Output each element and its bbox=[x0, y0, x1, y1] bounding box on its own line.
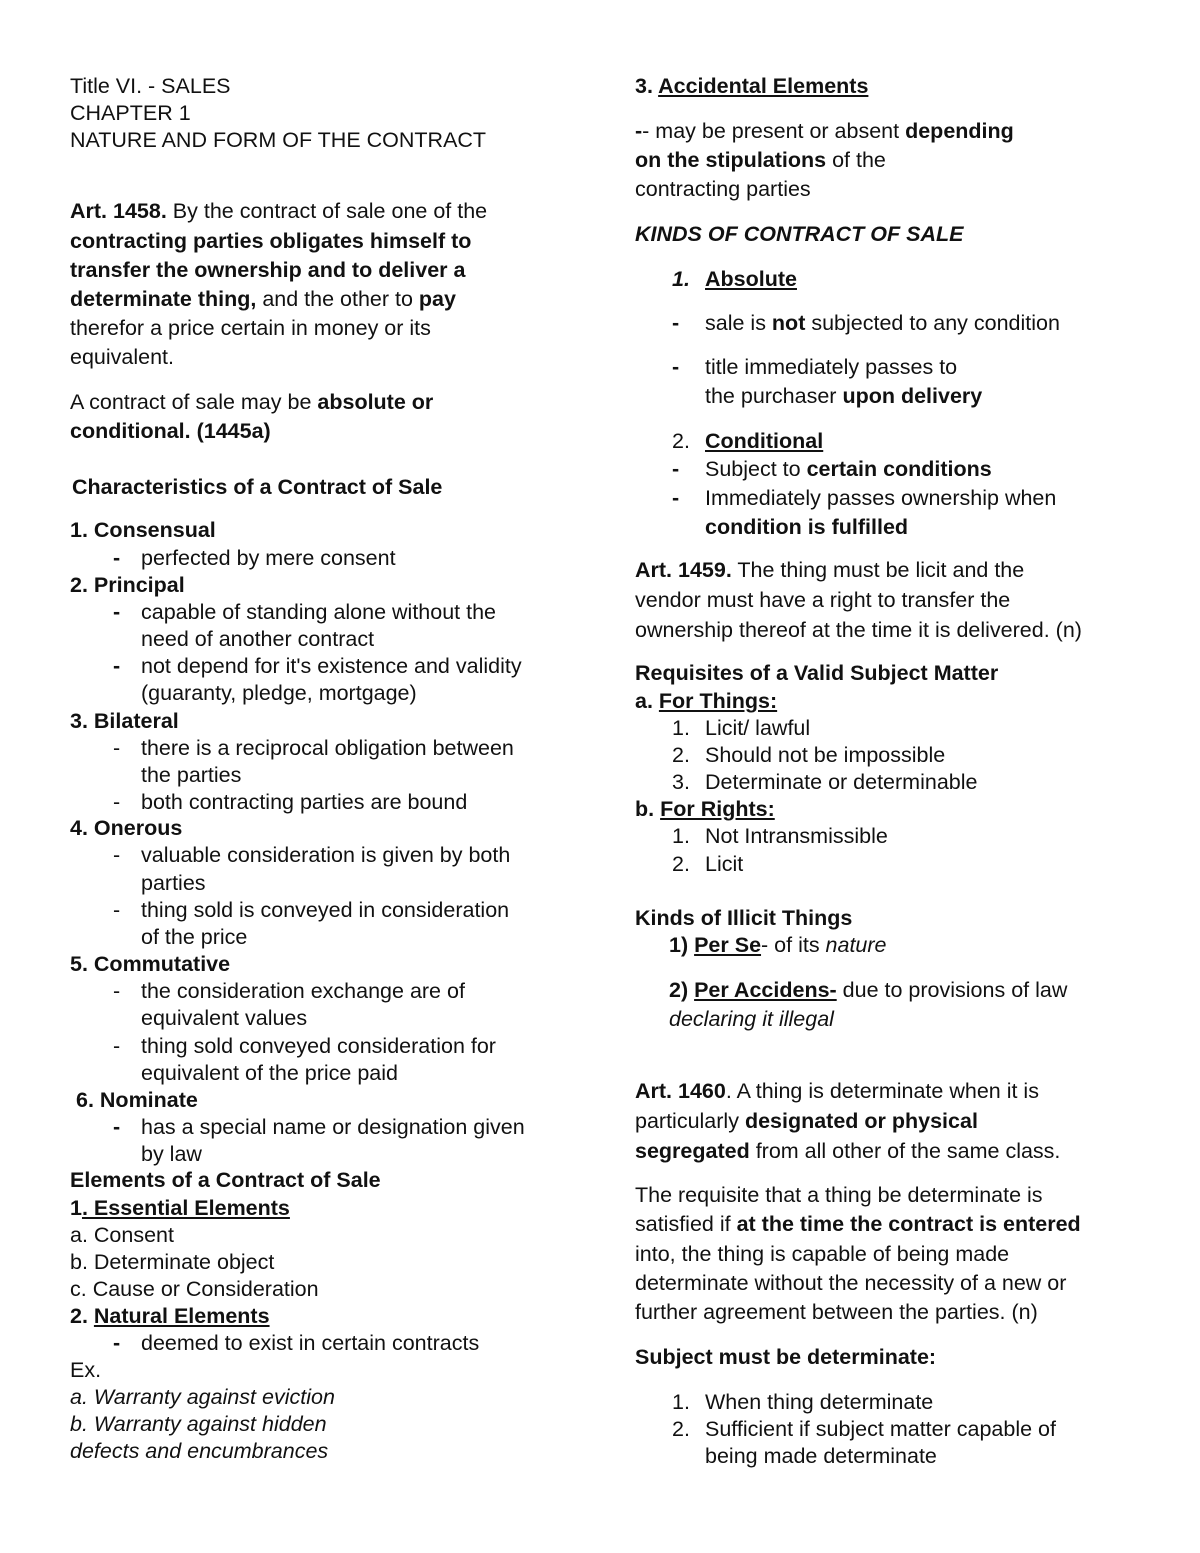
char-5-bullet-2b: equivalent of the price paid bbox=[141, 1061, 398, 1085]
example-label: Ex. bbox=[70, 1358, 102, 1382]
bullet-dash: - bbox=[113, 654, 121, 678]
bullet-dash: - bbox=[113, 1331, 121, 1355]
title-line: Title VI. - SALES bbox=[70, 74, 231, 98]
char-6: 6. Nominate bbox=[76, 1088, 198, 1112]
char-1: 1. Consensual bbox=[70, 518, 216, 542]
requisites-heading: Requisites of a Valid Subject Matter bbox=[635, 661, 999, 685]
list-number: 2. bbox=[672, 1417, 690, 1441]
accidental-line-2: on the stipulations of the bbox=[635, 148, 886, 172]
kind-1-bullet-2a: title immediately passes to bbox=[705, 355, 958, 379]
for-things-2: Should not be impossible bbox=[705, 743, 946, 767]
for-rights-heading: b. For Rights: bbox=[635, 797, 775, 821]
essential-elements-heading: 1. Essential Elements bbox=[70, 1196, 290, 1220]
bullet-dash: - bbox=[113, 790, 121, 814]
subject-heading: Subject must be determinate: bbox=[635, 1345, 937, 1369]
bullet-dash: - bbox=[672, 457, 680, 481]
char-4-bullet-2b: of the price bbox=[141, 925, 248, 949]
chapter-line: CHAPTER 1 bbox=[70, 101, 191, 125]
bullet-dash: - bbox=[672, 355, 680, 379]
char-1-bullet: perfected by mere consent bbox=[141, 546, 396, 570]
kind-2-bullet-1: Subject to certain conditions bbox=[705, 457, 992, 481]
requisite-determinate-1: The requisite that a thing be determinate is bbox=[635, 1183, 1043, 1207]
kind-1-number: 1. bbox=[672, 267, 690, 291]
char-6-bullet-1b: by law bbox=[141, 1142, 202, 1166]
example-a: a. Warranty against eviction bbox=[70, 1385, 335, 1409]
kind-2-bullet-2a: Immediately passes ownership when bbox=[705, 486, 1057, 510]
kind-1-bullet-2b: the purchaser upon delivery bbox=[705, 384, 983, 408]
kind-2-bullet-2b: condition is fulfilled bbox=[705, 515, 909, 539]
accidental-elements-heading: 3. Accidental Elements bbox=[635, 74, 869, 98]
example-b-1: b. Warranty against hidden bbox=[70, 1412, 327, 1436]
requisite-determinate-2: satisfied if at the time the contract is entered bbox=[635, 1212, 1081, 1236]
characteristics-heading: Characteristics of a Contract of Sale bbox=[72, 475, 443, 499]
subject-1: When thing determinate bbox=[705, 1390, 934, 1414]
art-1458-line-4: determinate thing, and the other to pay bbox=[70, 287, 456, 311]
bullet-dash: - bbox=[113, 1115, 121, 1139]
absolute-line-1: A contract of sale may be absolute or bbox=[70, 390, 434, 414]
for-things-heading: a. For Things: bbox=[635, 689, 778, 713]
bullet-dash: - bbox=[113, 979, 121, 1003]
char-2-bullet-1b: need of another contract bbox=[141, 627, 375, 651]
natural-bullet: deemed to exist in certain contracts bbox=[141, 1331, 480, 1355]
kind-1-bullet-1: sale is not subjected to any condition bbox=[705, 311, 1060, 335]
bullet-dash: - bbox=[113, 546, 121, 570]
accidental-line-3: contracting parties bbox=[635, 177, 811, 201]
illicit-2-line-1: 2) Per Accidens- due to provisions of law bbox=[669, 978, 1068, 1002]
for-things-3: Determinate or determinable bbox=[705, 770, 978, 794]
list-number: 1. bbox=[672, 824, 690, 848]
char-2-bullet-1a: capable of standing alone without the bbox=[141, 600, 497, 624]
char-3: 3. Bilateral bbox=[70, 709, 179, 733]
char-4-bullet-1b: parties bbox=[141, 871, 206, 895]
subject-2b: being made determinate bbox=[705, 1444, 937, 1468]
example-b-2: defects and encumbrances bbox=[70, 1439, 329, 1463]
absolute-line-2: conditional. (1445a) bbox=[70, 419, 271, 443]
char-2-bullet-2b: (guaranty, pledge, mortgage) bbox=[141, 681, 417, 705]
requisite-determinate-3: into, the thing is capable of being made bbox=[635, 1242, 1010, 1266]
art-1458-line-2: contracting parties obligates himself to bbox=[70, 229, 472, 253]
char-5-bullet-1a: the consideration exchange are of bbox=[141, 979, 465, 1003]
art-1459-line-2: vendor must have a right to transfer the bbox=[635, 588, 1011, 612]
for-rights-2: Licit bbox=[705, 852, 744, 876]
for-rights-1: Not Intransmissible bbox=[705, 824, 888, 848]
illicit-2-line-2: declaring it illegal bbox=[669, 1007, 834, 1031]
list-number: 2. bbox=[672, 852, 690, 876]
char-3-bullet-2: both contracting parties are bound bbox=[141, 790, 468, 814]
bullet-dash: - bbox=[672, 486, 680, 510]
subject-2a: Sufficient if subject matter capable of bbox=[705, 1417, 1056, 1441]
list-number: 2. bbox=[672, 743, 690, 767]
requisite-determinate-4: determinate without the necessity of a new or bbox=[635, 1271, 1067, 1295]
chapter-name-line: NATURE AND FORM OF THE CONTRACT bbox=[70, 128, 487, 152]
art-1458-line-5: therefor a price certain in money or its bbox=[70, 316, 431, 340]
bullet-dash: - bbox=[113, 843, 121, 867]
art-1460-line-2: particularly designated or physical bbox=[635, 1109, 978, 1133]
char-3-bullet-1b: the parties bbox=[141, 763, 242, 787]
list-number: 1. bbox=[672, 716, 690, 740]
kind-2-label: Conditional bbox=[705, 429, 824, 453]
illicit-heading: Kinds of Illicit Things bbox=[635, 906, 853, 930]
essential-c: c. Cause or Consideration bbox=[70, 1277, 319, 1301]
art-1458-line-6: equivalent. bbox=[70, 345, 174, 369]
char-4: 4. Onerous bbox=[70, 816, 183, 840]
kinds-heading: KINDS OF CONTRACT OF SALE bbox=[635, 222, 964, 246]
char-5: 5. Commutative bbox=[70, 952, 231, 976]
natural-elements-heading: 2. Natural Elements bbox=[70, 1304, 270, 1328]
bullet-dash: - bbox=[113, 898, 121, 922]
char-2: 2. Principal bbox=[70, 573, 185, 597]
art-1460-line-3: segregated from all other of the same class. bbox=[635, 1139, 1061, 1163]
list-number: 3. bbox=[672, 770, 690, 794]
char-6-bullet-1a: has a special name or designation given bbox=[141, 1115, 525, 1139]
art-1459-line-3: ownership thereof at the time it is delivered. (n) bbox=[635, 618, 1082, 642]
list-number: 1. bbox=[672, 1390, 690, 1414]
bullet-dash: - bbox=[672, 311, 680, 335]
art-1458-line-3: transfer the ownership and to deliver a bbox=[70, 258, 466, 282]
char-4-bullet-1a: valuable consideration is given by both bbox=[141, 843, 511, 867]
bullet-dash: - bbox=[113, 1034, 121, 1058]
bullet-dash: - bbox=[113, 736, 121, 760]
char-3-bullet-1a: there is a reciprocal obligation between bbox=[141, 736, 514, 760]
for-things-1: Licit/ lawful bbox=[705, 716, 811, 740]
kind-1-label: Absolute bbox=[705, 267, 797, 291]
char-5-bullet-1b: equivalent values bbox=[141, 1006, 308, 1030]
art-1459-line-1: Art. 1459. The thing must be licit and the bbox=[635, 558, 1025, 582]
requisite-determinate-5: further agreement between the parties. (n) bbox=[635, 1300, 1038, 1324]
accidental-line-1: -- may be present or absent depending bbox=[635, 119, 1014, 143]
art-1458-line-1: Art. 1458. By the contract of sale one of the bbox=[70, 199, 488, 223]
essential-a: a. Consent bbox=[70, 1223, 174, 1247]
char-2-bullet-2a: not depend for it's existence and validity bbox=[141, 654, 522, 678]
bullet-dash: - bbox=[113, 600, 121, 624]
illicit-1: 1) Per Se- of its nature bbox=[669, 933, 887, 957]
elements-heading: Elements of a Contract of Sale bbox=[70, 1168, 381, 1192]
kind-2-number: 2. bbox=[672, 429, 690, 453]
essential-b: b. Determinate object bbox=[70, 1250, 275, 1274]
char-4-bullet-2a: thing sold is conveyed in consideration bbox=[141, 898, 510, 922]
art-1460-line-1: Art. 1460. A thing is determinate when it is bbox=[635, 1079, 1039, 1103]
char-5-bullet-2a: thing sold conveyed consideration for bbox=[141, 1034, 496, 1058]
